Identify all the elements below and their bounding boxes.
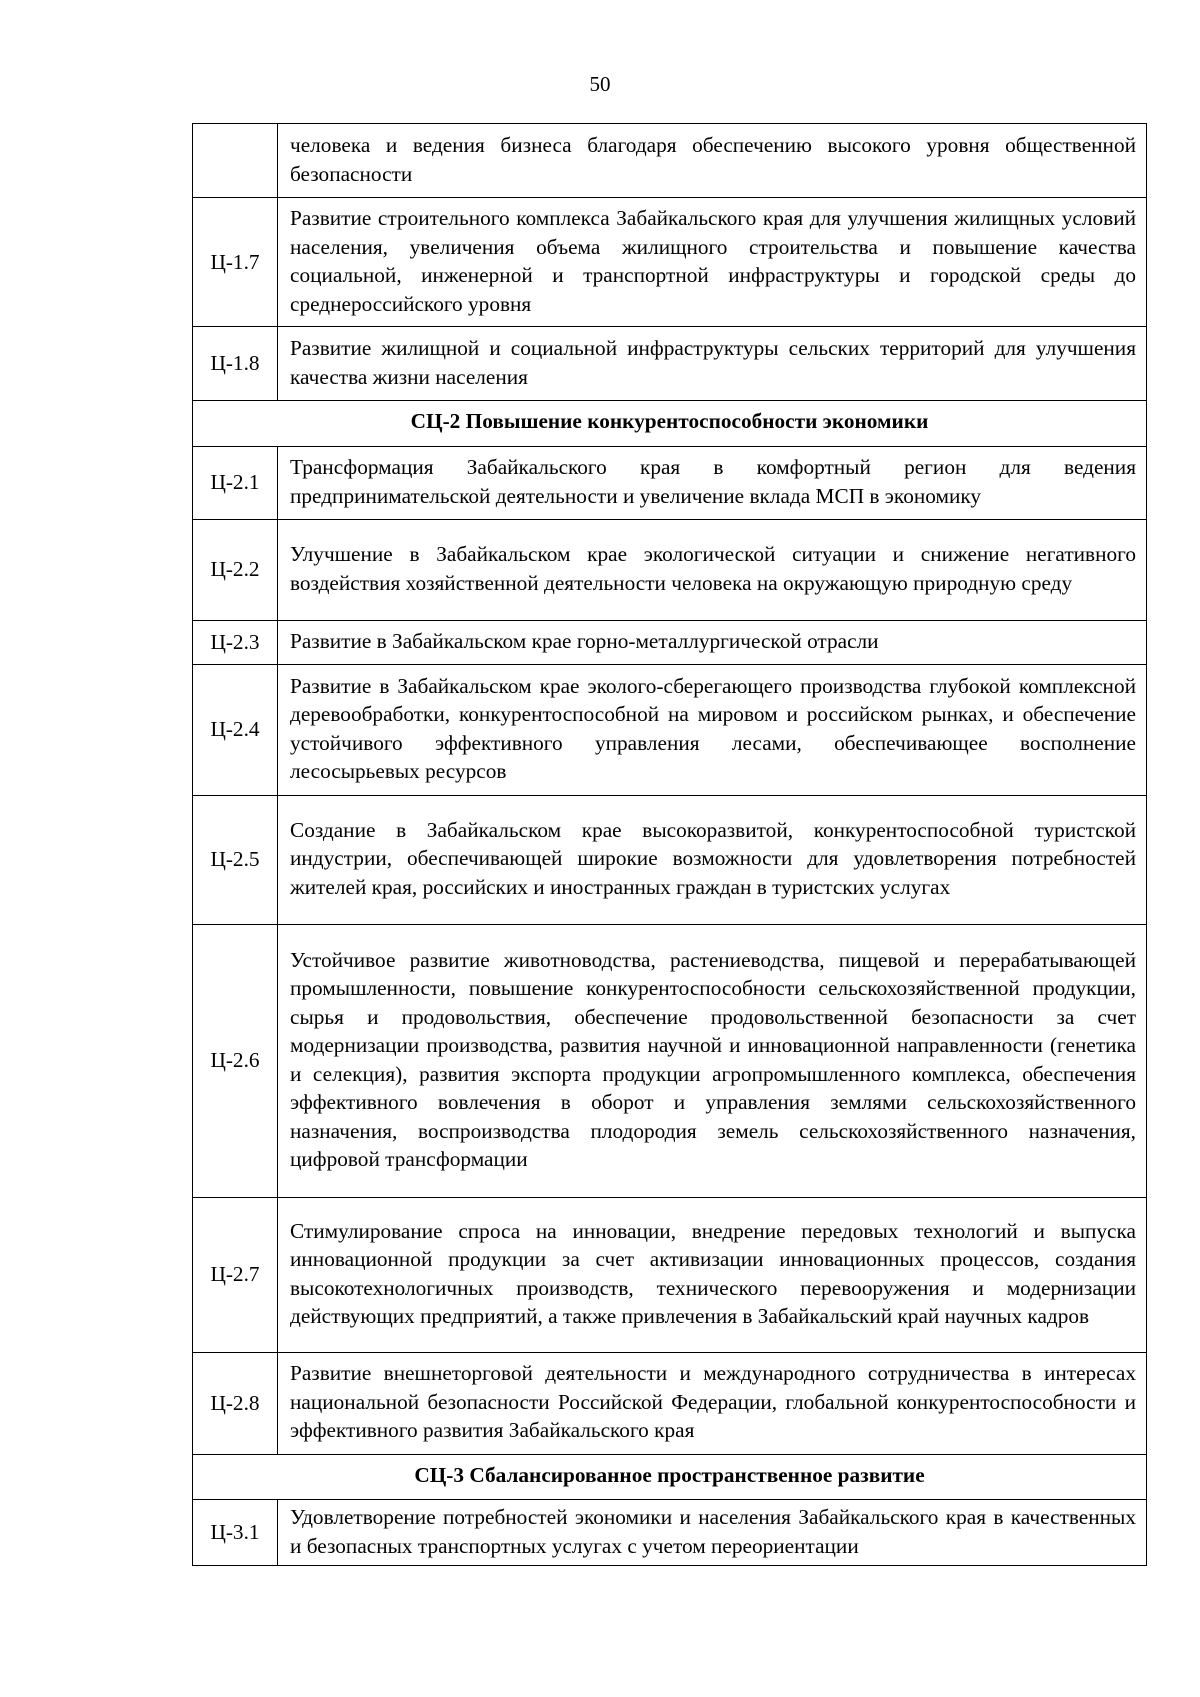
goal-description: Развитие в Забайкальском крае горно-металлургической отрасли — [278, 620, 1147, 664]
goal-row — [193, 1500, 1147, 1566]
goal-code: Ц-2.6 — [193, 924, 278, 1197]
goal-description: человека и ведения бизнеса благодаря обеспечению высокого уровня общественной безопасности — [278, 124, 1147, 198]
goal-description: Удовлетворение потребностей экономики и населения Забайкальского края в качественных и безопасных транспортных услугах с учетом переориентации — [278, 1500, 1147, 1566]
goal-description: Развитие строительного комплекса Забайкальского края для улучшения жилищных условий населения, увеличения объема жилищного строительства и повышение качества социальной, инженерной и транспортной инфраструктуры и городской среды до среднероссийского уровня — [278, 198, 1147, 327]
goal-description: Создание в Забайкальском крае высокоразвитой, конкурентоспособной туристской индустрии, обеспечивающей широкие возможности для удовлетворения потребностей жителей края, российских и иностранных граждан в туристских услугах — [278, 795, 1147, 924]
goal-row — [193, 519, 1147, 620]
goal-row — [193, 446, 1147, 519]
goal-row — [193, 124, 1147, 198]
goals-table — [192, 123, 1147, 1566]
goal-code: Ц-2.3 — [193, 620, 278, 664]
section-heading-row — [193, 1454, 1147, 1500]
goal-code: Ц-2.1 — [193, 446, 278, 519]
goal-description: Улучшение в Забайкальском крае экологической ситуации и снижение негативного воздейcтвия хозяйственной деятельности человека на окружающую природную среду — [278, 519, 1147, 620]
goal-code — [193, 124, 278, 198]
goal-code: Ц-1.8 — [193, 327, 278, 401]
goal-row — [193, 795, 1147, 924]
goal-row — [193, 1352, 1147, 1454]
goal-description: Стимулирование спроса на инновации, внедрение передовых технологий и выпуска инновационной продукции за счет активизации инновационных процессов, создания высокотехнологичных производств, технического перевооружения и модернизации действующих предприятий, а также привлечения в Забайкальский край научных кадров — [278, 1197, 1147, 1352]
goal-description: Развитие в Забайкальском крае эколого-сберегающего производства глубокой комплексной деревообработки, конкурентоспособной на мировом и российском рынках, и обеспечение устойчивого эффективного управления лесами, обеспечивающее восполнение лесосырьевых ресурсов — [278, 664, 1147, 795]
goal-description: Устойчивое развитие животноводства, растениеводства, пищевой и перерабатывающей промышленности, повышение конкурентоспособности сельскохозяйственной продукции, сырья и продовольствия, обеспечение продовольственной безопасности за счет модернизации производства, развития научной и инновационной направленности (генетика и селекция), развития экспорта продукции агропромышленного комплекса, обеспечения эффективного вовлечения в оборот и управления землями сельскохозяйственного назначения, воспроизводства плодородия земель сельскохозяйственного назначения, цифровой трансформации — [278, 924, 1147, 1197]
section-heading: СЦ-3 Сбалансированное пространственное развитие — [193, 1454, 1147, 1500]
goal-code: Ц-2.2 — [193, 519, 278, 620]
goal-code: Ц-2.8 — [193, 1352, 278, 1454]
goal-row — [193, 924, 1147, 1197]
goal-description: Развитие жилищной и социальной инфраструктуры сельских территорий для улучшения качества жизни населения — [278, 327, 1147, 401]
goal-code: Ц-2.7 — [193, 1197, 278, 1352]
goal-code: Ц-2.5 — [193, 795, 278, 924]
goal-row — [193, 620, 1147, 664]
goal-code: Ц-2.4 — [193, 664, 278, 795]
goal-row — [193, 327, 1147, 401]
section-heading-row — [193, 401, 1147, 447]
goal-description: Развитие внешнеторговой деятельности и международного сотрудничества в интересах национальной безопасности Российской Федерации, глобальной конкурентоспособности и эффективного развития Забайкальского края — [278, 1352, 1147, 1454]
goal-code: Ц-3.1 — [193, 1500, 278, 1566]
goal-row — [193, 198, 1147, 327]
goal-code: Ц-1.7 — [193, 198, 278, 327]
goals-table-body — [193, 124, 1147, 1566]
goal-description: Трансформация Забайкальского края в комфортный регион для ведения предпринимательской деятельности и увеличение вклада МСП в экономику — [278, 446, 1147, 519]
goal-row — [193, 664, 1147, 795]
goal-row — [193, 1197, 1147, 1352]
page-number: 50 — [589, 72, 611, 96]
section-heading: СЦ-2 Повышение конкурентоспособности экономики — [193, 401, 1147, 447]
